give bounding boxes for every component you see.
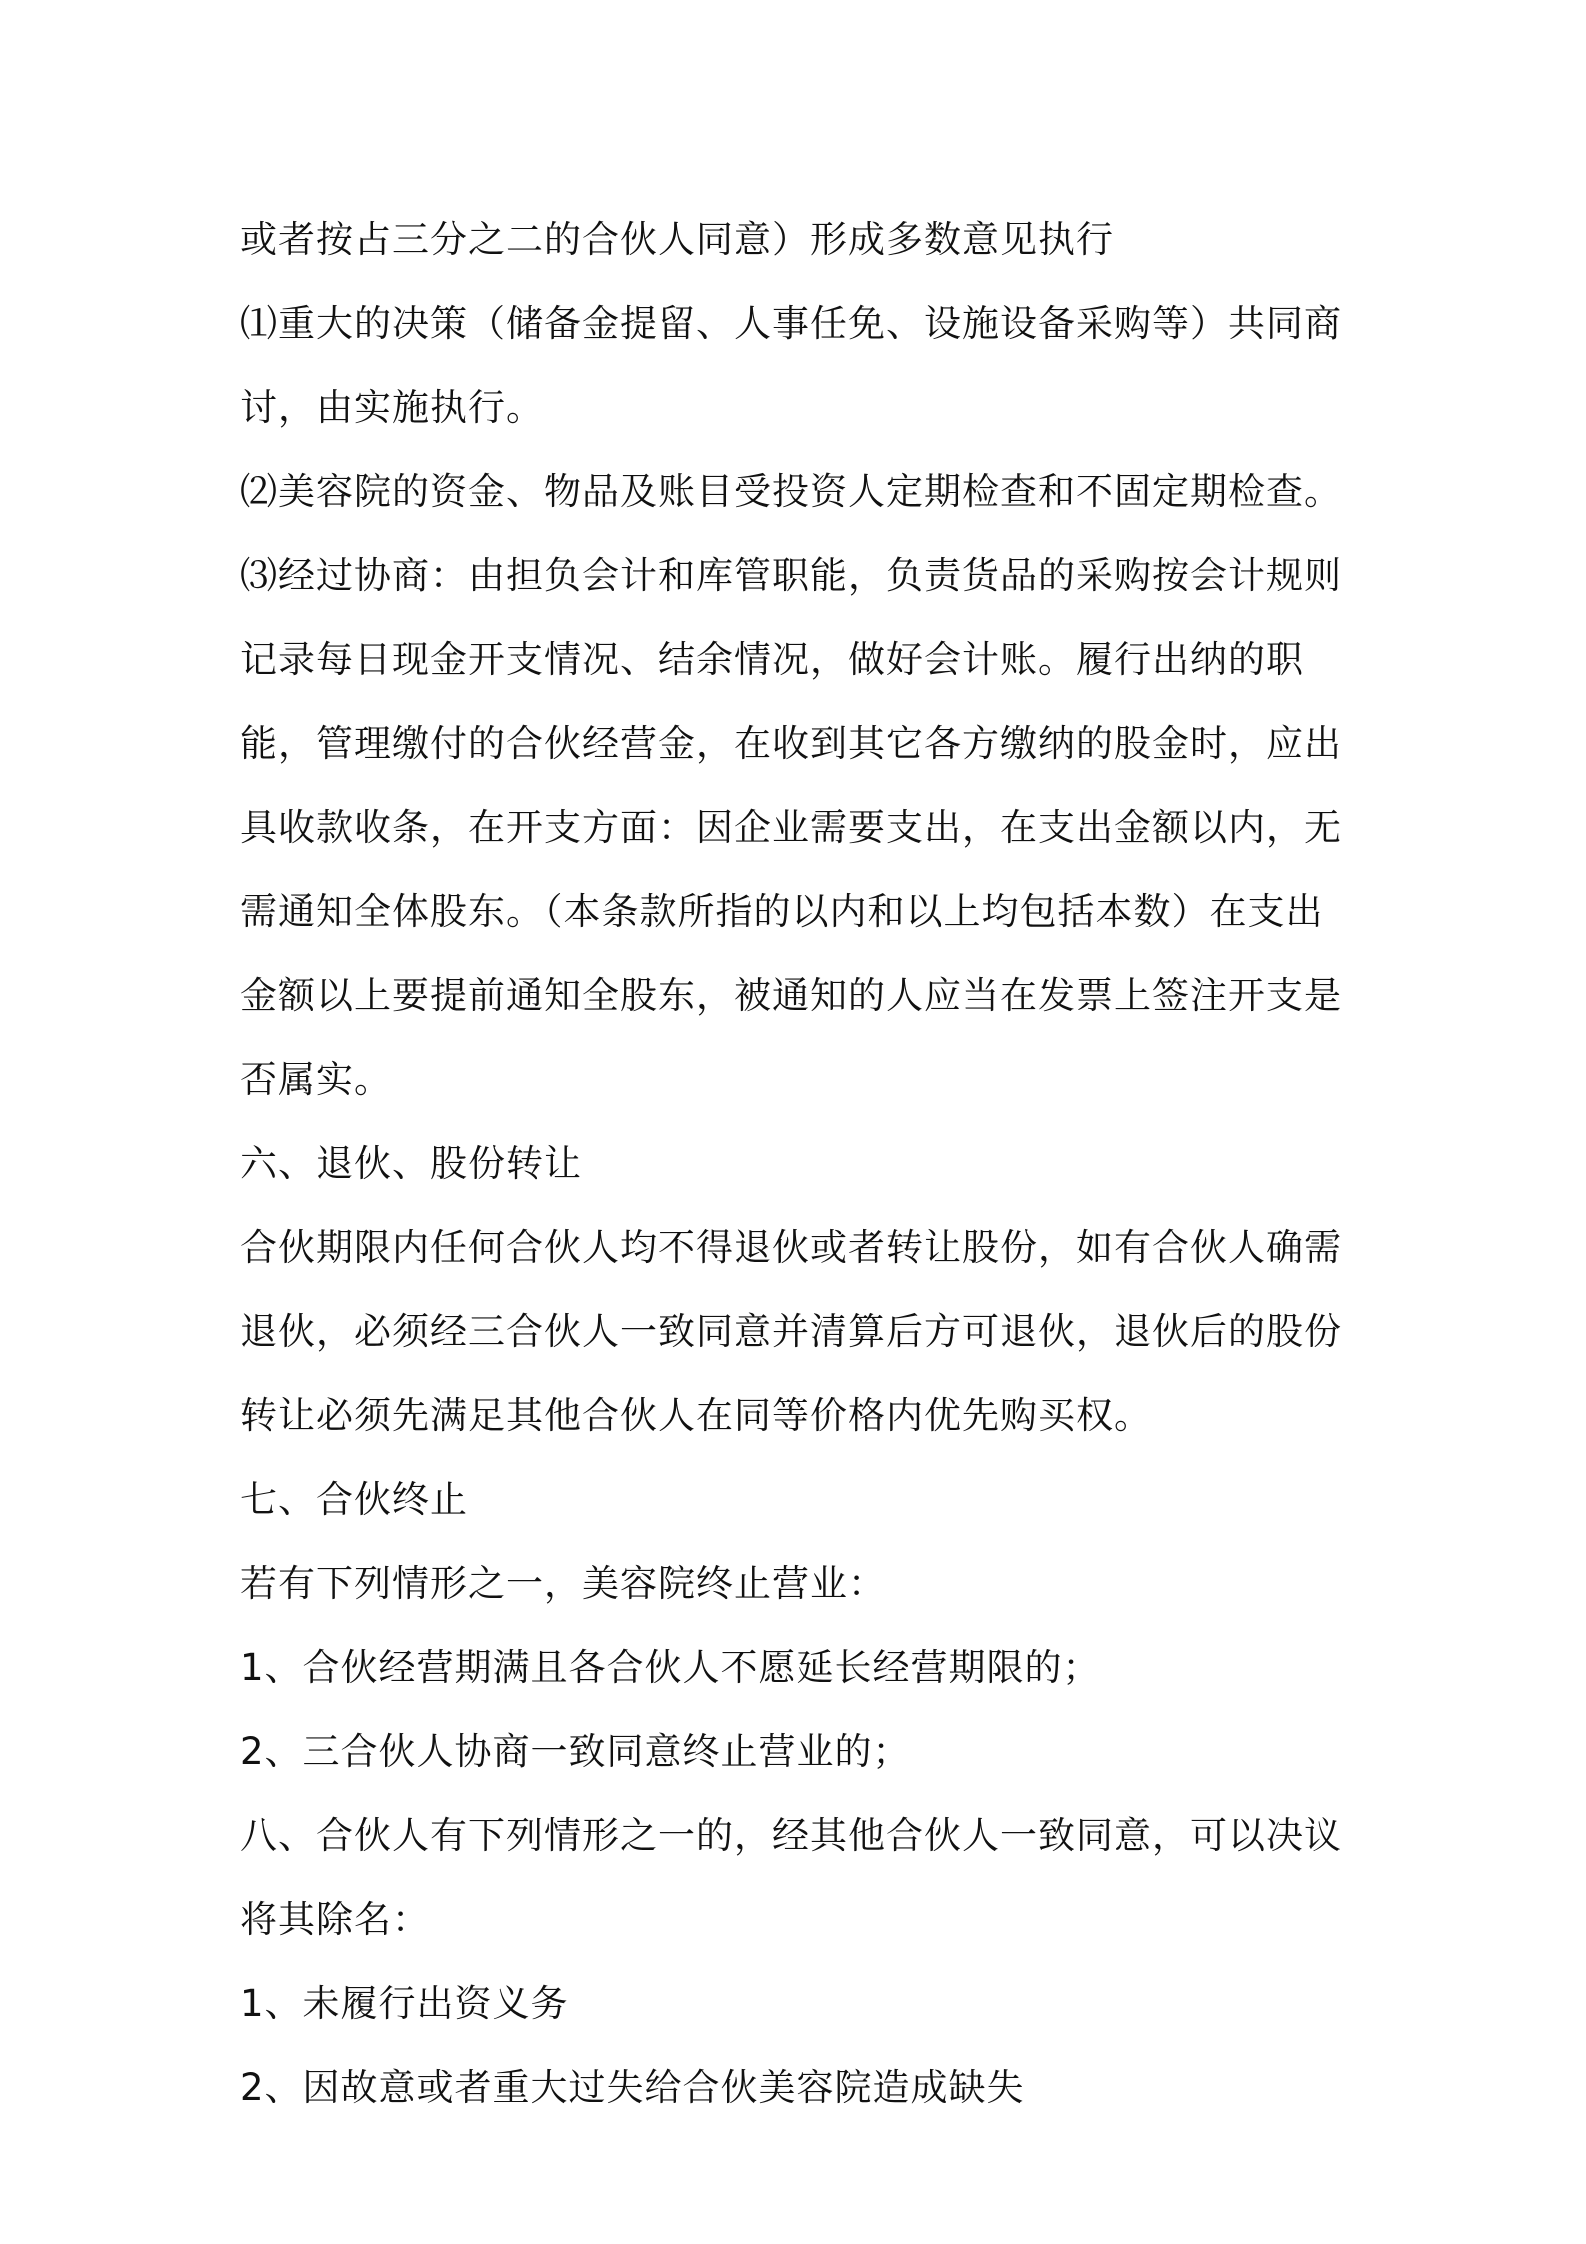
paragraph-item-2-inspection: ⑵美容院的资金、物品及账目受投资人定期检查和不固定期检查。 <box>240 470 1342 513</box>
paragraph-majority-opinion: 或者按占三分之二的合伙人同意）形成多数意见执行 <box>240 218 1114 261</box>
section-heading-expulsion: 八、合伙人有下列情形之一的，经其他合伙人一致同意，可以决议将其除名： <box>240 1814 1342 1941</box>
section-heading-termination: 七、合伙终止 <box>240 1478 468 1521</box>
paragraph-termination-intro: 若有下列情形之一，美容院终止营业： <box>240 1562 886 1605</box>
list-item-expulsion-1: 1、未履行出资义务 <box>240 1982 569 2025</box>
list-item-termination-2: 2、三合伙人协商一致同意终止营业的； <box>240 1730 911 1773</box>
paragraph-item-3-accounting: ⑶经过协商：由担负会计和库管职能，负责货品的采购按会计规则记录每日现金开支情况、结余情况，做好会计账。履行出纳的职能，管理缴付的合伙经营金，在收到其它各方缴纳的股金时，应出具收款收条，在开支方面：因企业需要支出，在支出金额以内，无需通知全体股东。（本条款所指的以内和以上均包括本数）在支出金额以上要提前通知全股东，被通知的人应当在发票上签注开支是否属实。 <box>240 554 1342 1101</box>
list-item-expulsion-2: 2、因故意或者重大过失给合伙美容院造成缺失 <box>240 2066 1025 2109</box>
paragraph-withdrawal-rules: 合伙期限内任何合伙人均不得退伙或者转让股份，如有合伙人确需退伙，必须经三合伙人一致同意并清算后方可退伙，退伙后的股份转让必须先满足其他合伙人在同等价格内优先购买权。 <box>240 1226 1342 1437</box>
paragraph-item-1-major-decisions: ⑴重大的决策（储备金提留、人事任免、设施设备采购等）共同商讨，由实施执行。 <box>240 302 1342 429</box>
section-heading-withdrawal: 六、退伙、股份转让 <box>240 1142 582 1185</box>
list-item-termination-1: 1、合伙经营期满且各合伙人不愿延长经营期限的； <box>240 1646 1101 1689</box>
document-body <box>240 198 1360 2130</box>
